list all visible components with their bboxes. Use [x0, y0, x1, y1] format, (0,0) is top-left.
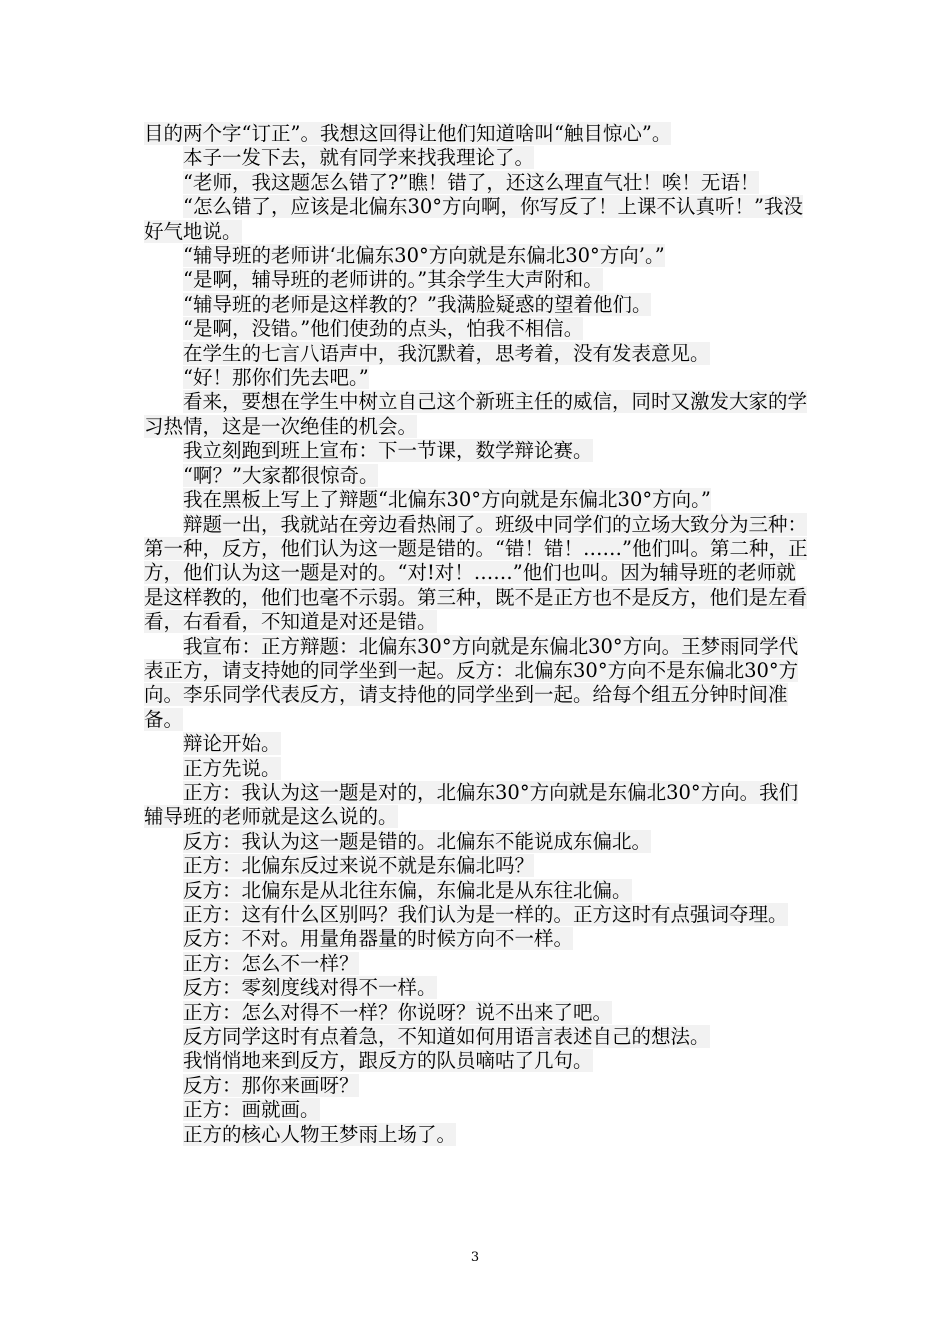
paragraph	[144, 195, 812, 244]
paragraph	[144, 171, 812, 195]
paragraph-text: 我宣布：正方辩题：北偏东30°方向就是东偏北30°方向。王梦雨同学代表正方，请支持她的同学坐到一起。反方：北偏东30°方向不是东偏北30°方向。李乐同学代表反方，请支持他的同学坐到一起。给每个组五分钟时间准备。	[144, 634, 799, 731]
paragraph-text: 我在黑板上写上了辩题“北偏东30°方向就是东偏北30°方向。”	[183, 488, 711, 512]
paragraph	[144, 488, 812, 512]
paragraph	[144, 781, 812, 830]
paragraph	[144, 513, 812, 635]
paragraph	[144, 976, 812, 1000]
paragraph	[144, 1049, 812, 1073]
paragraph	[144, 952, 812, 976]
paragraph-text: 反方：那你来画呀？	[183, 1073, 359, 1097]
paragraph-text: 正方：我认为这一题是对的，北偏东30°方向就是东偏北30°方向。我们辅导班的老师就是这么说的。	[144, 780, 799, 829]
paragraph-text: 目的两个字“订正”。我想这回得让他们知道啥叫“触目惊心”。	[144, 122, 672, 145]
paragraph-text: 在学生的七言八语声中，我沉默着，思考着，没有发表意见。	[183, 341, 710, 365]
paragraph	[144, 1074, 812, 1098]
paragraph-text: 反方：北偏东是从北往东偏，东偏北是从东往北偏。	[183, 878, 632, 902]
paragraph-text: 反方：零刻度线对得不一样。	[183, 976, 437, 1000]
paragraph	[144, 342, 812, 366]
paragraph	[144, 830, 812, 854]
document-body	[144, 122, 812, 1147]
paragraph-text: 看来，要想在学生中树立自己这个新班主任的威信，同时又激发大家的学习热情，这是一次绝佳的机会。	[144, 390, 808, 438]
paragraph-text: 正方：画就画。	[183, 1098, 320, 1122]
paragraph-text: “老师，我这题怎么错了?”瞧！错了，还这么理直气壮！唉！无语！	[183, 170, 760, 194]
paragraph	[144, 1001, 812, 1025]
paragraph-text: 本子一发下去，就有同学来找我理论了。	[183, 146, 535, 170]
paragraph	[144, 1123, 812, 1147]
paragraph	[144, 244, 812, 268]
paragraph	[144, 268, 812, 292]
paragraph	[144, 927, 812, 951]
paragraph-text: 我立刻跑到班上宣布：下一节课，数学辩论赛。	[183, 439, 593, 463]
paragraph	[144, 146, 812, 170]
paragraph-text: 反方：不对。用量角器量的时候方向不一样。	[183, 927, 574, 951]
paragraph	[144, 317, 812, 341]
paragraph-text: 反方：我认为这一题是错的。北偏东不能说成东偏北。	[183, 829, 652, 853]
paragraph	[144, 732, 812, 756]
paragraph-text: “好！那你们先去吧。”	[183, 366, 369, 390]
paragraph-text: 正方：怎么不一样？	[183, 951, 359, 975]
paragraph-text: 正方先说。	[183, 756, 281, 780]
paragraph	[144, 635, 812, 733]
paragraph	[144, 903, 812, 927]
paragraph	[144, 757, 812, 781]
paragraph-text: “啊？”大家都很惊奇。	[183, 463, 379, 487]
paragraph-text: “是啊，没错。”他们使劲的点头，怕我不相信。	[183, 317, 584, 341]
paragraph-text: 正方：怎么对得不一样？你说呀？说不出来了吧。	[183, 1000, 613, 1024]
paragraph-text: 辩题一出，我就站在旁边看热闹了。班级中同学们的立场大致分为三种：第一种，反方，他们认为这一题是错的。“错！错！……”他们叫。第二种，正方，他们认为这一题是对的。“对!对！……”他们也叫。因为辅导班的老师就是这样教的，他们也毫不示弱。第三种，既不是正方也不是反方，他们是左看看，右看看，不知道是对还是错。	[144, 512, 808, 634]
paragraph-text: 正方：这有什么区别吗？我们认为是一样的。正方这时有点强词夺理。	[183, 903, 788, 926]
paragraph	[144, 366, 812, 390]
paragraph-text: “辅导班的老师讲‘北偏东30°方向就是东偏北30°方向’。”	[183, 244, 665, 268]
paragraph	[144, 879, 812, 903]
paragraph-text: “是啊，辅导班的老师讲的。”其余学生大声附和。	[183, 268, 603, 292]
paragraph-text: 我悄悄地来到反方，跟反方的队员嘀咕了几句。	[183, 1049, 593, 1073]
paragraph-text: 辩论开始。	[183, 732, 281, 756]
paragraph	[144, 1098, 812, 1122]
paragraph	[144, 1025, 812, 1049]
page-number: 3	[470, 1250, 480, 1265]
paragraph	[144, 439, 812, 463]
paragraph-text: 正方：北偏东反过来说不就是东偏北吗？	[183, 854, 535, 878]
paragraph-text: 反方同学这时有点着急，不知道如何用语言表述自己的想法。	[183, 1025, 710, 1049]
paragraph	[144, 293, 812, 317]
paragraph	[144, 390, 812, 439]
paragraph	[144, 464, 812, 488]
paragraph-text: “怎么错了，应该是北偏东30°方向啊，你写反了！上课不认真听！”我没好气地说。	[144, 195, 804, 243]
paragraph-text: “辅导班的老师是这样教的？”我满脸疑惑的望着他们。	[183, 292, 652, 316]
paragraph	[144, 854, 812, 878]
paragraph	[144, 122, 812, 146]
paragraph-text: 正方的核心人物王梦雨上场了。	[183, 1122, 457, 1146]
